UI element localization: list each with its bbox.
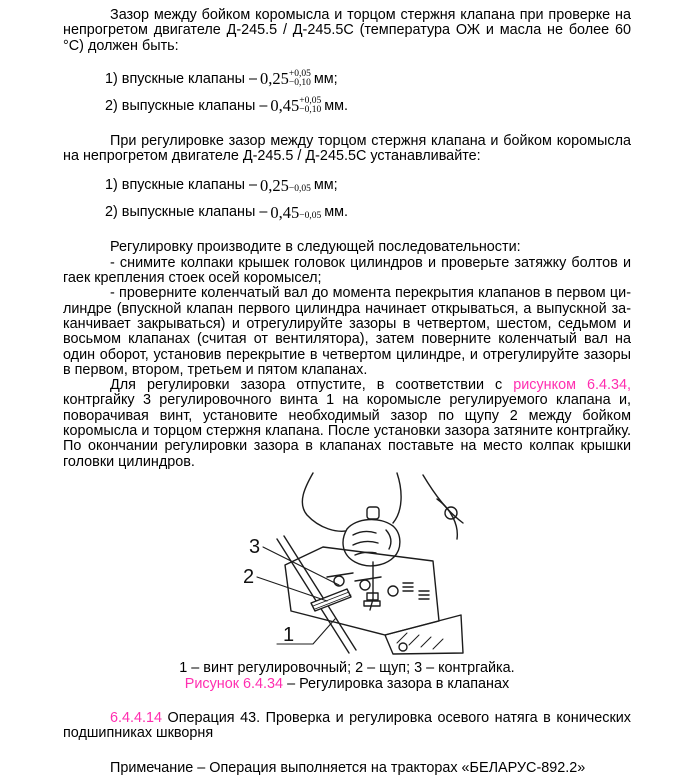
formula-base: 0,25 [260,69,289,89]
valve-spring [419,591,429,599]
formula-base: 0,45 [270,202,300,222]
head-bolt [399,643,407,651]
tolerance-formula [260,70,311,89]
section-heading [63,711,631,742]
item-label: 1) впускные клапаны – [105,70,257,87]
list-item-exhaust-adjust [105,199,631,226]
arm-outer-line [393,473,401,523]
tolerance-formula [260,175,311,195]
item-label: 2) выпускные клапаны – [105,204,268,221]
figure-caption-text: – Регулировка зазора в клапанах [283,675,510,692]
paragraph-step-remove [63,256,631,287]
item-unit: мм. [324,97,348,114]
step-remove-text: - снимите колпаки крышек головок цилиндров и проверьте затяжку болтов и гаек крепления стоек осей коромысел; [63,254,631,287]
head-block [385,615,463,654]
list-item-exhaust-check [105,93,631,120]
formula-lower-limit: −0,10 [288,78,311,89]
paragraph-sequence [63,240,631,255]
formula-upper-limit: +0,05 [299,95,322,106]
check-clearance-list [63,66,631,120]
leader-line-3 [263,547,339,585]
step-crank-text: - проверните коленчатый вал до момента перекрытия клапанов в первом цилиндре (впускной клапан первого цилиндра начинает открываться, а выпускной заканчивает закрываться) и отрегулируйте зазоры в четвертом, шестом, седьмом и восьмом клапанах (считая от вентилятора), затем поверните коленчатый вал на один оборот, установив перекрытие в четвертом цилиндре, и отрегулируйте зазоры в первом, втором, третьем и пятом клапанах. [63,285,631,378]
list-item-intake-adjust [105,172,631,199]
formula-base: 0,45 [270,96,300,116]
paragraph-adjust-intro [63,134,631,165]
figure-legend-text: 1 – винт регулировочный; 2 – щуп; 3 – контргайка. [179,660,515,677]
figure-reference-link[interactable]: рисунком 6.4.34, [513,377,631,394]
valve-adjustment-figure [227,473,467,659]
item-unit: мм. [324,204,348,221]
valve-spring [403,583,413,591]
check-intro-text: Зазор между бойком коромысла и торцом стержня клапана при проверке на непрогретом двигателе Д-245.5 / Д-245.5С (температура ОЖ и масла не более 60 °С) должен быть: [63,7,631,54]
tolerance-formula [270,97,321,116]
formula-lower-limit: −0,10 [299,105,322,116]
callout-2: 2 [243,565,255,588]
formula-base: 0,25 [260,175,289,195]
formula-lower-limit: −0,05 [288,183,311,194]
adjust-detail-post: контргайку 3 регулировочного винта 1 на коромысле регулируемого клапана и, поворачивая винт, установите необходимый зазор по щупу 2 между бойком коромысла и торцом стержня клапана. После установки зазора затяните контргайку. По окончании регулировки зазора в клапанах поставьте на место колпак крышки головки цилиндров. [63,392,631,470]
callout-3: 3 [249,535,261,558]
feeler-gauge [311,589,351,611]
item-label: 1) впускные клапаны – [105,177,257,194]
tolerance-formula [270,202,322,222]
paragraph-adjust-detail [63,378,631,470]
rocker-boss [388,586,398,596]
note-paragraph [63,761,631,776]
hose-line [437,499,457,539]
section-number-link[interactable]: 6.4.4.14 [110,709,163,726]
rocker-boss [360,580,370,590]
callout-1: 1 [283,623,295,646]
screwdriver-handle [367,507,379,519]
item-unit: мм; [313,70,338,87]
adjust-intro-text: При регулировке зазор между торцом стержня клапана и бойком коромысла на непрогретом двигателе Д-245.5 / Д-245.5С устанавливайте: [63,132,631,165]
figure-caption [63,677,631,692]
hatching [397,633,443,649]
sequence-text: Регулировку производите в следующей последовательности: [110,239,521,256]
note-text: Примечание – Операция выполняется на тракторах «БЕЛАРУС-892.2» [110,760,586,777]
section-title-text: Операция 43. Проверка и регулировка осевого натяга в конических подшипниках шкворня [63,709,631,742]
item-label: 2) выпускные клапаны – [105,97,268,114]
formula-upper-limit: +0,05 [288,68,311,79]
adjust-detail-pre: Для регулировки зазора отпустите, в соответствии с [110,377,514,394]
formula-lower-limit: −0,05 [299,210,322,221]
figure-caption-link[interactable]: Рисунок 6.4.34 [184,675,284,692]
list-item-intake-check [105,66,631,93]
item-unit: мм; [313,177,338,194]
formula-limits [299,97,321,116]
arm-sleeve-line [302,473,351,531]
valve-adjustment-drawing [227,473,467,655]
leader-line-2 [257,577,327,601]
adjust-clearance-list [63,172,631,226]
figure-legend [63,661,631,676]
paragraph-step-crank [63,286,631,378]
paragraph-check-intro [63,8,631,54]
formula-limits [289,70,311,89]
